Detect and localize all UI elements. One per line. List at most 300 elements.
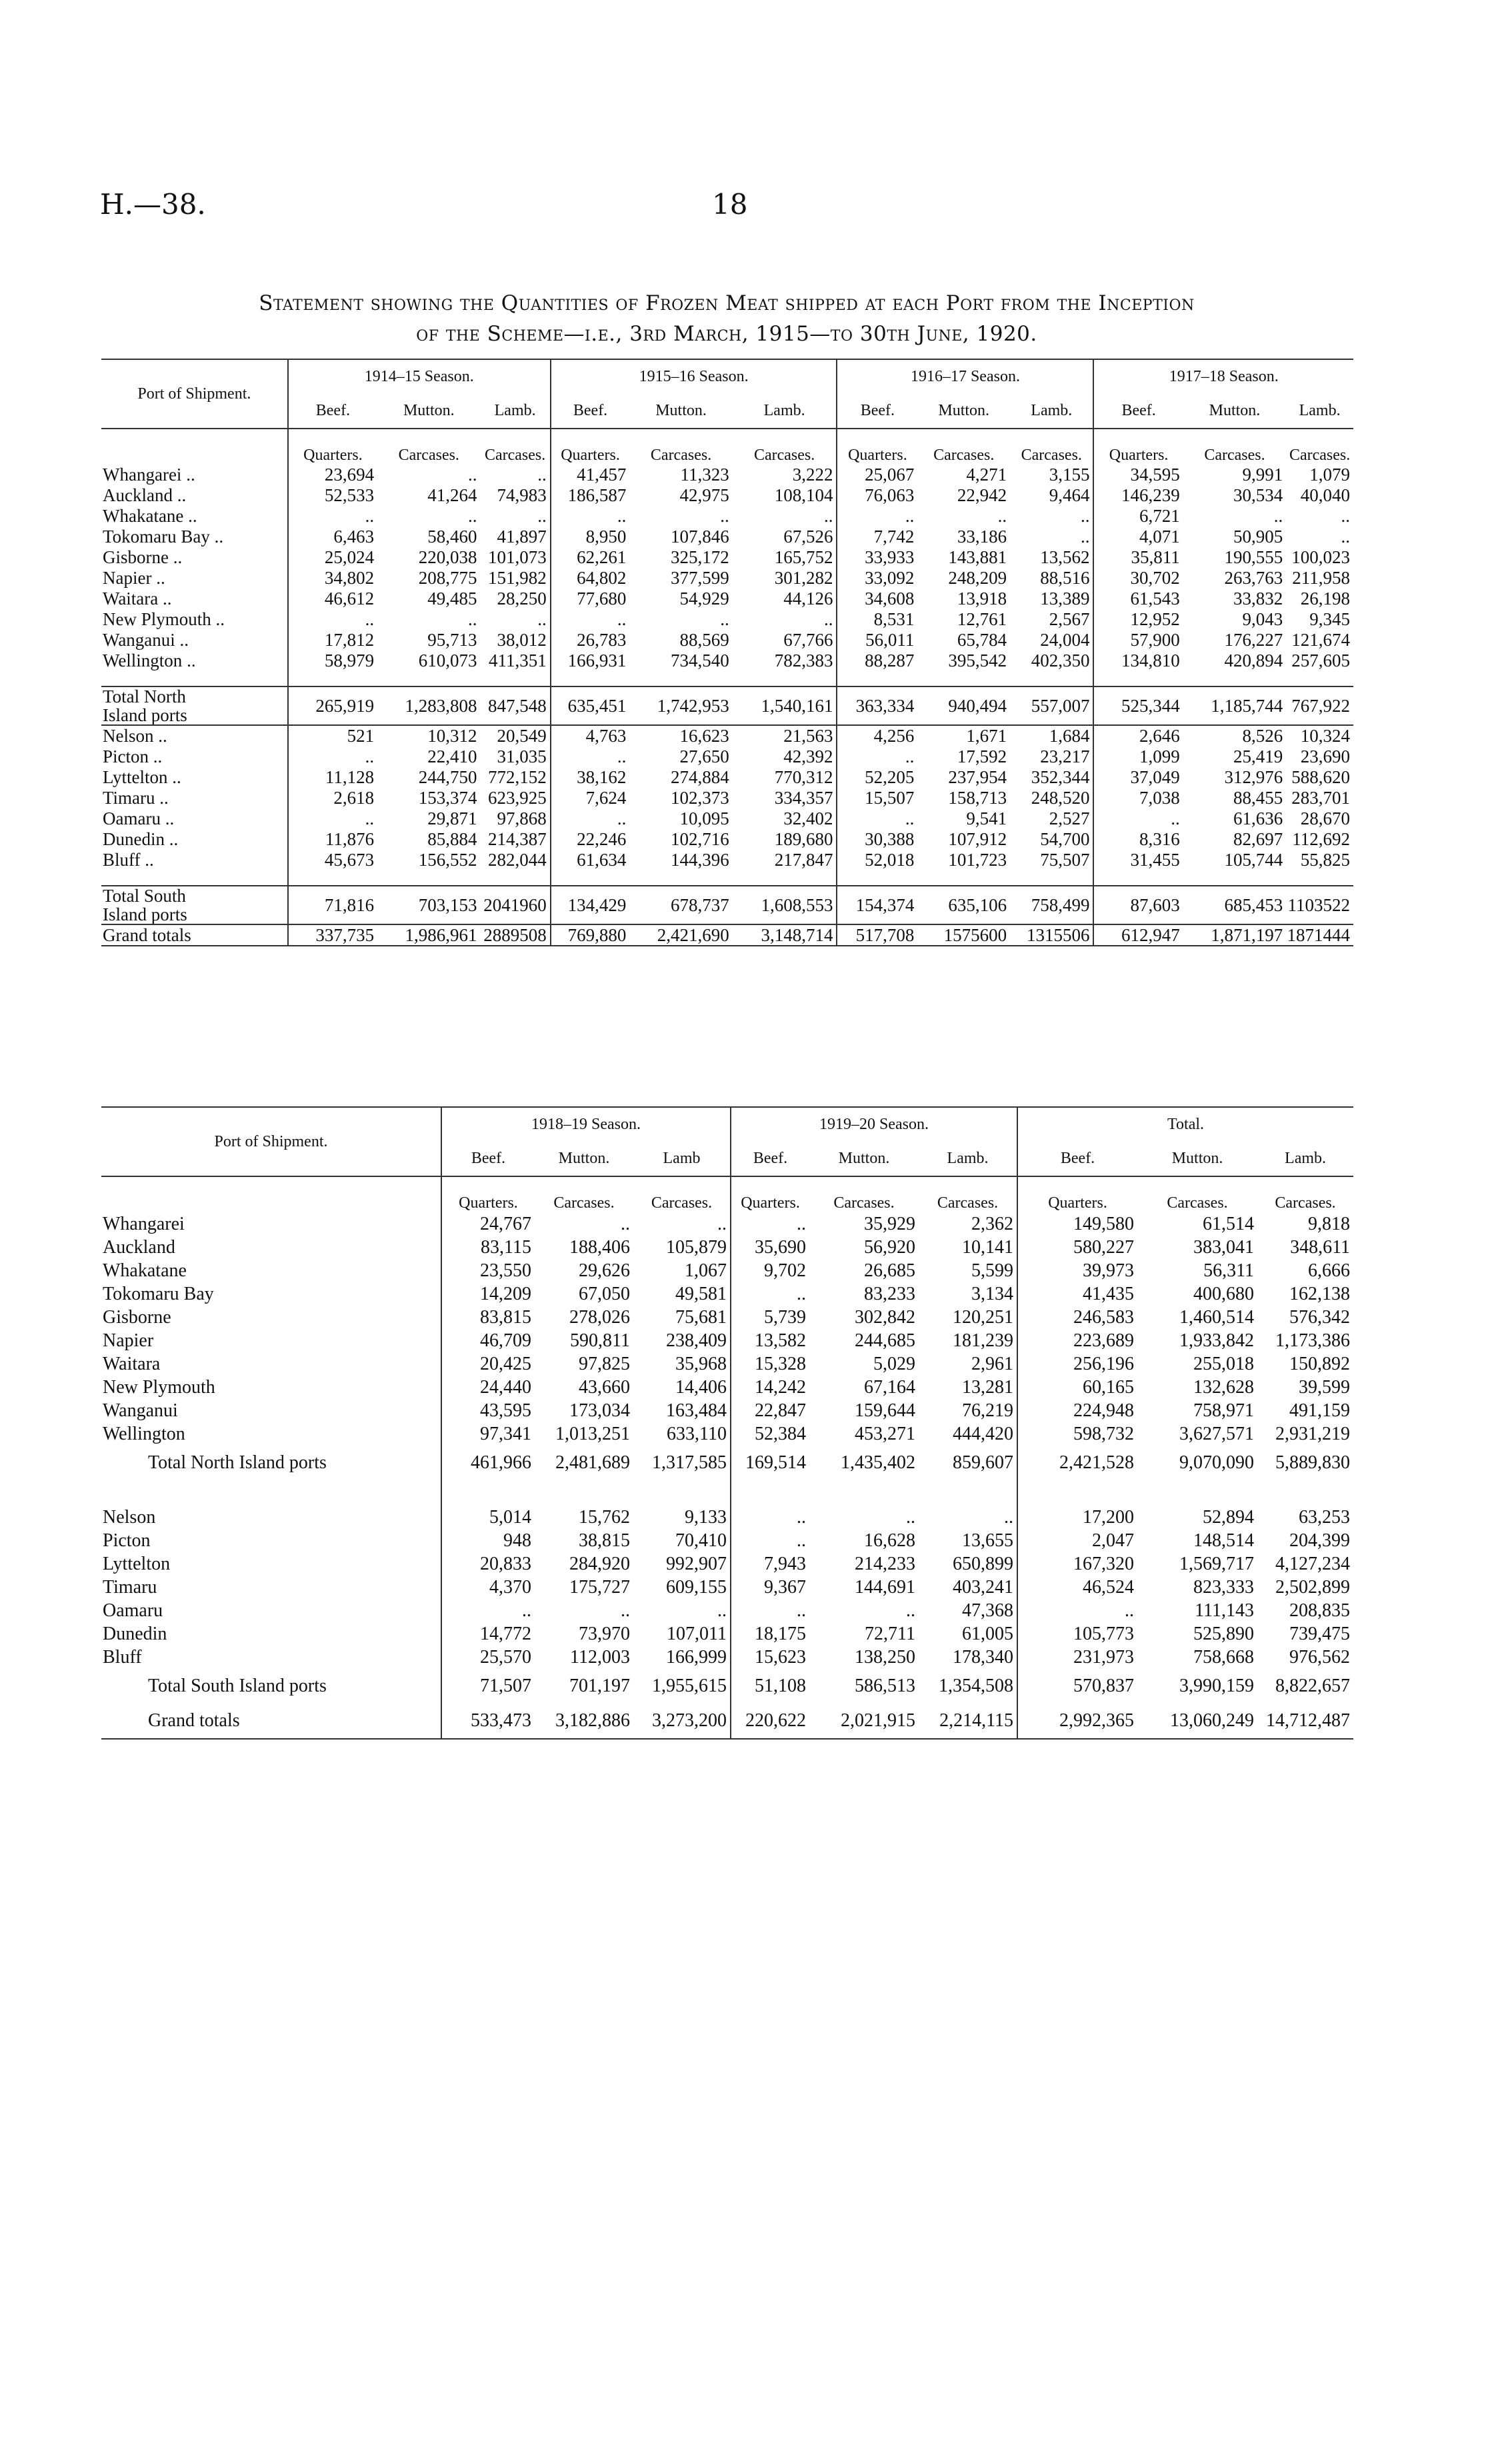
cell-value: 88,516 — [1010, 568, 1093, 589]
cell-value: 158,713 — [948, 788, 1007, 808]
cell-value: 3,222 — [733, 465, 837, 485]
season-header: 1916–17 Season. — [837, 359, 1093, 394]
port-name — [101, 1282, 441, 1306]
cell-value: .. — [617, 609, 627, 629]
table-row — [101, 1329, 1353, 1352]
cell-value: 1,608,553 — [733, 886, 837, 924]
total-label: Grand totals — [103, 925, 191, 945]
port-name — [101, 725, 288, 746]
cell-value: 28,670 — [1300, 808, 1350, 828]
cell-value: .. — [1171, 808, 1180, 828]
total-label: Total North Island ports — [148, 1452, 327, 1473]
table-row — [101, 1646, 1353, 1669]
table-row — [101, 1552, 1353, 1576]
cell-value: 22,410 — [427, 746, 477, 766]
cell-value: 635,451 — [567, 696, 627, 716]
port-label: Picton — [103, 1530, 151, 1551]
unit-label: Quarters. — [741, 1194, 800, 1212]
cell-value: 220,038 — [418, 547, 477, 567]
spacer-cell — [917, 671, 1010, 686]
cell-value: 20,549 — [481, 725, 551, 746]
season-header: 1919–20 Season. — [731, 1107, 1017, 1142]
spacer-cell — [288, 671, 377, 686]
cell-value: 162,138 — [1289, 1284, 1351, 1304]
cell-value: 23,550 — [480, 1260, 531, 1281]
cell-value: 165,752 — [733, 547, 837, 568]
cell-value: 533,473 — [471, 1710, 531, 1731]
port-name — [101, 527, 288, 547]
cell-value: 823,333 — [1193, 1577, 1255, 1598]
port-label: Wanganui — [103, 1400, 178, 1421]
port-header: Port of Shipment. — [101, 359, 288, 429]
cell-value: 2,961 — [919, 1352, 1017, 1376]
cell-value: 3,134 — [919, 1282, 1017, 1306]
port-label: Auckland — [103, 1237, 175, 1258]
cell-value: 31,455 — [1130, 850, 1180, 870]
cell-value: 739,475 — [1289, 1624, 1351, 1644]
unit-label: Carcases. — [733, 429, 837, 465]
cell-value: 24,004 — [1010, 630, 1093, 650]
cell-value: .. — [720, 609, 729, 629]
cell-value: 43,660 — [579, 1377, 630, 1398]
cell-value: 5,739 — [764, 1307, 807, 1328]
cell-value: 112,003 — [570, 1647, 630, 1668]
cell-value: 633,110 — [633, 1422, 731, 1446]
cell-value: 256,196 — [1073, 1354, 1135, 1374]
cell-value: 10,312 — [427, 726, 477, 746]
cell-value: 26,198 — [1300, 589, 1350, 609]
cell-value: 16,623 — [679, 726, 729, 746]
table-row — [101, 1599, 1353, 1622]
cell-value: 402,350 — [1010, 650, 1093, 671]
total-label: Total North — [103, 686, 186, 706]
cell-value: 1,540,161 — [733, 686, 837, 725]
port-name — [101, 886, 288, 924]
cell-value: 60,165 — [1083, 1377, 1135, 1398]
spacer-cell — [837, 671, 917, 686]
cell-value: 169,514 — [745, 1452, 807, 1473]
cell-value: 17,200 — [1083, 1507, 1135, 1528]
cell-value: .. — [905, 808, 915, 828]
column-header: Lamb. — [1257, 1142, 1353, 1176]
port-label: Oamaru — [103, 1600, 163, 1621]
cell-value: 1,435,402 — [841, 1452, 916, 1473]
cell-value: 395,542 — [948, 650, 1007, 670]
cell-value: 948 — [503, 1530, 531, 1551]
cell-value: 173,034 — [569, 1400, 630, 1421]
cell-value: 363,334 — [855, 696, 915, 716]
cell-value: 1,871,197 — [1211, 925, 1283, 945]
cell-value: 105,773 — [1073, 1624, 1135, 1644]
cell-value: 178,340 — [919, 1646, 1017, 1669]
cell-value: 2,021,915 — [841, 1710, 916, 1731]
cell-value: .. — [1341, 527, 1350, 547]
cell-value: 3,155 — [1010, 465, 1093, 485]
port-label: Dunedin — [103, 1624, 167, 1644]
cell-value: 13,918 — [957, 589, 1007, 609]
cell-value: 62,261 — [577, 547, 627, 567]
cell-value: 10,141 — [919, 1236, 1017, 1259]
cell-value: .. — [797, 1530, 807, 1551]
cell-value: 63,253 — [1299, 1507, 1351, 1528]
port-label: Timaru .. — [103, 788, 169, 808]
port-label: Lyttelton — [103, 1554, 171, 1574]
cell-value: 58,460 — [427, 527, 477, 547]
port-name — [101, 1529, 441, 1552]
cell-value: .. — [905, 506, 915, 526]
cell-value: 156,552 — [418, 850, 477, 870]
port-name — [101, 1506, 441, 1529]
cell-value: .. — [481, 465, 551, 485]
cell-value: .. — [1125, 1600, 1135, 1621]
table-row — [101, 650, 1353, 671]
cell-value: 2,527 — [1010, 808, 1093, 829]
cell-value: 2,421,528 — [1059, 1452, 1135, 1473]
unit-label: Carcases. — [833, 1194, 895, 1212]
cell-value: 623,925 — [481, 788, 551, 808]
north-total-row — [101, 1446, 1353, 1480]
cell-value: 257,605 — [1291, 650, 1350, 670]
cell-value: 76,063 — [865, 485, 915, 505]
cell-value: 61,636 — [1233, 808, 1283, 828]
cell-value: 15,507 — [865, 788, 915, 808]
cell-value: 83,815 — [480, 1307, 531, 1328]
cell-value: 4,256 — [873, 726, 915, 746]
cell-value: 74,983 — [481, 485, 551, 506]
port-name — [101, 1704, 441, 1739]
cell-value: 976,562 — [1289, 1647, 1351, 1668]
cell-value: 1,354,508 — [919, 1669, 1017, 1704]
table-row — [101, 1376, 1353, 1399]
cell-value: .. — [797, 1284, 807, 1304]
cell-value: 1,067 — [633, 1259, 731, 1282]
cell-value: .. — [481, 609, 551, 630]
column-header: Beef. — [1093, 394, 1183, 429]
port-label: New Plymouth .. — [103, 609, 225, 629]
cell-value: 97,825 — [579, 1354, 630, 1374]
port-label: Picton .. — [103, 746, 162, 766]
cell-value: 2,502,899 — [1275, 1577, 1351, 1598]
spacer-cell — [1093, 671, 1183, 686]
cell-value: 149,580 — [1073, 1214, 1135, 1234]
table-row — [101, 808, 1353, 829]
cell-value: 859,607 — [919, 1446, 1017, 1480]
total-label: Total South — [103, 886, 186, 906]
cell-value: 14,712,487 — [1266, 1710, 1351, 1731]
cell-value: 23,217 — [1010, 746, 1093, 767]
spacer-cell — [551, 671, 630, 686]
season-header: 1917–18 Season. — [1093, 359, 1353, 394]
cell-value: 1315506 — [1010, 924, 1093, 946]
unit-label: Carcases. — [553, 1194, 615, 1212]
port-name — [101, 1329, 441, 1352]
port-label: Auckland .. — [103, 485, 186, 505]
cell-value: 46,709 — [480, 1330, 531, 1351]
cell-value: .. — [1273, 506, 1283, 526]
cell-value: 29,871 — [427, 808, 477, 828]
cell-value: 283,701 — [1291, 788, 1350, 808]
port-label: Nelson — [103, 1507, 156, 1528]
cell-value: 41,264 — [427, 485, 477, 505]
cell-value: 580,227 — [1073, 1237, 1135, 1258]
cell-value: 32,402 — [733, 808, 837, 829]
cell-value: 25,570 — [480, 1647, 531, 1668]
cell-value: 8,531 — [873, 609, 915, 629]
cell-value: 635,106 — [948, 895, 1007, 915]
cell-value: 75,681 — [633, 1306, 731, 1329]
cell-value: 189,680 — [733, 829, 837, 850]
table-row — [101, 1622, 1353, 1646]
cell-value: 6,721 — [1139, 506, 1180, 526]
cell-value: 2,618 — [333, 788, 375, 808]
cell-value: 7,742 — [873, 527, 915, 547]
cell-value: 570,837 — [1073, 1676, 1135, 1696]
cell-value: 87,603 — [1130, 895, 1180, 915]
north-total-row — [101, 686, 1353, 725]
cell-value: 11,876 — [325, 829, 375, 849]
table-row — [101, 1352, 1353, 1376]
cell-value: 2,047 — [1092, 1530, 1135, 1551]
table-row — [101, 589, 1353, 609]
cell-value: 26,783 — [577, 630, 627, 650]
port-name — [101, 547, 288, 568]
port-label: Wellington .. — [103, 650, 196, 670]
cell-value: 461,966 — [471, 1452, 531, 1473]
cell-value: 105,744 — [1224, 850, 1283, 870]
cell-value: 9,991 — [1242, 465, 1283, 485]
cell-value: .. — [720, 506, 729, 526]
cell-value: 100,023 — [1291, 547, 1350, 567]
table-row — [101, 1212, 1353, 1236]
cell-value: .. — [906, 1600, 916, 1621]
cell-value: 5,029 — [873, 1354, 916, 1374]
cell-value: 1,684 — [1010, 725, 1093, 746]
cell-value: 11,128 — [325, 767, 375, 787]
spacer-cell — [535, 1480, 633, 1506]
cell-value: 847,548 — [481, 686, 551, 725]
cell-value: 148,514 — [1193, 1530, 1255, 1551]
port-label: Lyttelton .. — [103, 767, 181, 787]
cell-value: 15,762 — [579, 1507, 630, 1528]
cell-value: 83,233 — [864, 1284, 916, 1304]
cell-value: 25,067 — [865, 465, 915, 485]
cell-value: 55,825 — [1300, 850, 1350, 870]
cell-value: 190,555 — [1224, 547, 1283, 567]
cell-value: .. — [481, 506, 551, 527]
cell-value: 23,690 — [1300, 746, 1350, 766]
cell-value: 444,420 — [919, 1422, 1017, 1446]
cell-value: 14,242 — [755, 1377, 807, 1398]
cell-value: 134,429 — [567, 895, 627, 915]
cell-value: 9,070,090 — [1179, 1452, 1255, 1473]
cell-value: 9,367 — [764, 1577, 807, 1598]
table-row — [101, 767, 1353, 788]
cell-value: 4,127,234 — [1275, 1554, 1351, 1574]
cell-value: 12,952 — [1130, 609, 1180, 629]
cell-value: 348,611 — [1290, 1237, 1351, 1258]
title-line-2: of the Scheme—i.e., 3rd March, 1915—to 30th June, 1920. — [416, 322, 1037, 346]
table-row — [101, 568, 1353, 589]
table-row — [101, 1529, 1353, 1552]
cell-value: 278,026 — [569, 1307, 630, 1328]
cell-value: 29,626 — [579, 1260, 630, 1281]
cell-value: 224,948 — [1073, 1400, 1135, 1421]
cell-value: 302,842 — [855, 1307, 916, 1328]
port-name — [101, 767, 288, 788]
column-header: Lamb. — [1010, 394, 1093, 429]
units-spacer — [101, 429, 288, 465]
cell-value: 175,727 — [569, 1577, 630, 1598]
cell-value: 3,990,159 — [1179, 1676, 1255, 1696]
units-spacer — [101, 1176, 441, 1212]
spacer-cell — [101, 671, 288, 686]
cell-value: 95,713 — [427, 630, 477, 650]
cell-value: 770,312 — [733, 767, 837, 788]
column-header: Mutton. — [377, 394, 480, 429]
cell-value: 255,018 — [1193, 1354, 1255, 1374]
cell-value: 1871444 — [1287, 925, 1350, 945]
cell-value: 352,344 — [1010, 767, 1093, 788]
cell-value: 61,634 — [577, 850, 627, 870]
cell-value: 2,421,690 — [657, 925, 729, 945]
cell-value: 16,628 — [864, 1530, 916, 1551]
cell-value: 13,655 — [919, 1529, 1017, 1552]
cell-value: 101,723 — [948, 850, 1007, 870]
cell-value: .. — [365, 506, 375, 526]
table-row — [101, 1282, 1353, 1306]
cell-value: 7,624 — [585, 788, 627, 808]
port-name — [101, 465, 288, 485]
table-row — [101, 1259, 1353, 1282]
cell-value: .. — [633, 1599, 731, 1622]
cell-value: 52,018 — [865, 850, 915, 870]
total-label: Island ports — [103, 705, 187, 725]
cell-value: 5,014 — [489, 1507, 531, 1528]
port-name — [101, 1552, 441, 1576]
cell-value: 97,341 — [480, 1424, 531, 1444]
cell-value: 9,133 — [633, 1506, 731, 1529]
cell-value: 105,879 — [633, 1236, 731, 1259]
cell-value: 4,271 — [966, 465, 1007, 485]
port-name — [101, 1259, 441, 1282]
cell-value: 97,868 — [481, 808, 551, 829]
spacer-cell — [1286, 671, 1353, 686]
cell-value: 758,971 — [1193, 1400, 1255, 1421]
port-name — [101, 686, 288, 725]
cell-value: 1575600 — [943, 925, 1007, 945]
cell-value: 612,947 — [1121, 925, 1180, 945]
port-name — [101, 650, 288, 671]
port-label: Tokomaru Bay — [103, 1284, 214, 1304]
cell-value: 420,894 — [1224, 650, 1283, 670]
port-name — [101, 788, 288, 808]
total-label: Grand totals — [148, 1710, 240, 1731]
spacer-cell — [629, 870, 732, 886]
cell-value: 67,164 — [864, 1377, 916, 1398]
port-label: New Plymouth — [103, 1377, 215, 1398]
cell-value: 940,494 — [948, 696, 1007, 716]
column-header: Mutton. — [629, 394, 732, 429]
cell-value: 282,044 — [481, 850, 551, 870]
cell-value: 57,900 — [1130, 630, 1180, 650]
cell-value: 64,802 — [577, 568, 627, 588]
cell-value: 7,943 — [764, 1554, 807, 1574]
cell-value: 9,702 — [764, 1260, 807, 1281]
spacer-cell — [1010, 671, 1093, 686]
cell-value: 38,162 — [577, 767, 627, 787]
cell-value: 237,954 — [948, 767, 1007, 787]
unit-label: Carcases. — [650, 447, 712, 464]
cell-value: 214,233 — [855, 1554, 916, 1574]
cell-value: .. — [1341, 506, 1350, 526]
cell-value: 208,835 — [1289, 1600, 1351, 1621]
cell-value: 88,455 — [1233, 788, 1283, 808]
cell-value: 111,143 — [1195, 1600, 1255, 1621]
port-name — [101, 924, 288, 946]
total-label: Total South Island ports — [148, 1676, 327, 1696]
column-header: Beef. — [731, 1142, 809, 1176]
cell-value: 13,582 — [755, 1330, 807, 1351]
cell-value: 134,810 — [1121, 650, 1180, 670]
cell-value: 11,323 — [680, 465, 729, 485]
port-label: Gisborne .. — [103, 547, 182, 567]
cell-value: 1,099 — [1139, 746, 1180, 766]
port-label: Tokomaru Bay .. — [103, 527, 223, 547]
cell-value: 88,287 — [865, 650, 915, 670]
cell-value: 214,387 — [481, 829, 551, 850]
port-label: Wellington — [103, 1424, 185, 1444]
spacer-cell — [629, 671, 732, 686]
cell-value: 146,239 — [1121, 485, 1180, 505]
cell-value: .. — [617, 746, 627, 766]
cell-value: 2,362 — [919, 1212, 1017, 1236]
cell-value: 2,214,115 — [919, 1704, 1017, 1739]
unit-label: Quarters. — [303, 447, 363, 464]
cell-value: 150,892 — [1289, 1354, 1351, 1374]
table-row — [101, 630, 1353, 650]
cell-value: 51,108 — [755, 1676, 807, 1696]
cell-value: 82,697 — [1233, 829, 1283, 849]
cell-value: 41,435 — [1083, 1284, 1135, 1304]
port-label: Whangarei — [103, 1214, 185, 1234]
unit-label: Carcases. — [1167, 1194, 1228, 1212]
cell-value: 27,650 — [679, 746, 729, 766]
cell-value: 83,115 — [481, 1237, 531, 1258]
cell-value: 17,812 — [324, 630, 375, 650]
port-label: Nelson .. — [103, 726, 167, 746]
table-row — [101, 1422, 1353, 1446]
cell-value: 33,092 — [865, 568, 915, 588]
cell-value: 52,894 — [1203, 1507, 1255, 1528]
season-header: 1915–16 Season. — [551, 359, 837, 394]
cell-value: 701,197 — [569, 1676, 630, 1696]
port-name — [101, 1576, 441, 1599]
unit-label: Carcases. — [398, 447, 459, 464]
cell-value: 46,612 — [324, 589, 375, 609]
table-row — [101, 788, 1353, 808]
cell-value: 39,973 — [1083, 1260, 1135, 1281]
cell-value: 2,931,219 — [1275, 1424, 1351, 1444]
cell-value: 88,569 — [679, 630, 729, 650]
cell-value: 685,453 — [1224, 895, 1283, 915]
cell-value: 220,622 — [745, 1710, 807, 1731]
table-row — [101, 506, 1353, 527]
cell-value: 301,282 — [733, 568, 837, 589]
cell-value: 121,674 — [1291, 630, 1350, 650]
cell-value: 284,920 — [569, 1554, 630, 1574]
spacer-cell — [441, 1480, 535, 1506]
column-header: Lamb — [633, 1142, 731, 1176]
